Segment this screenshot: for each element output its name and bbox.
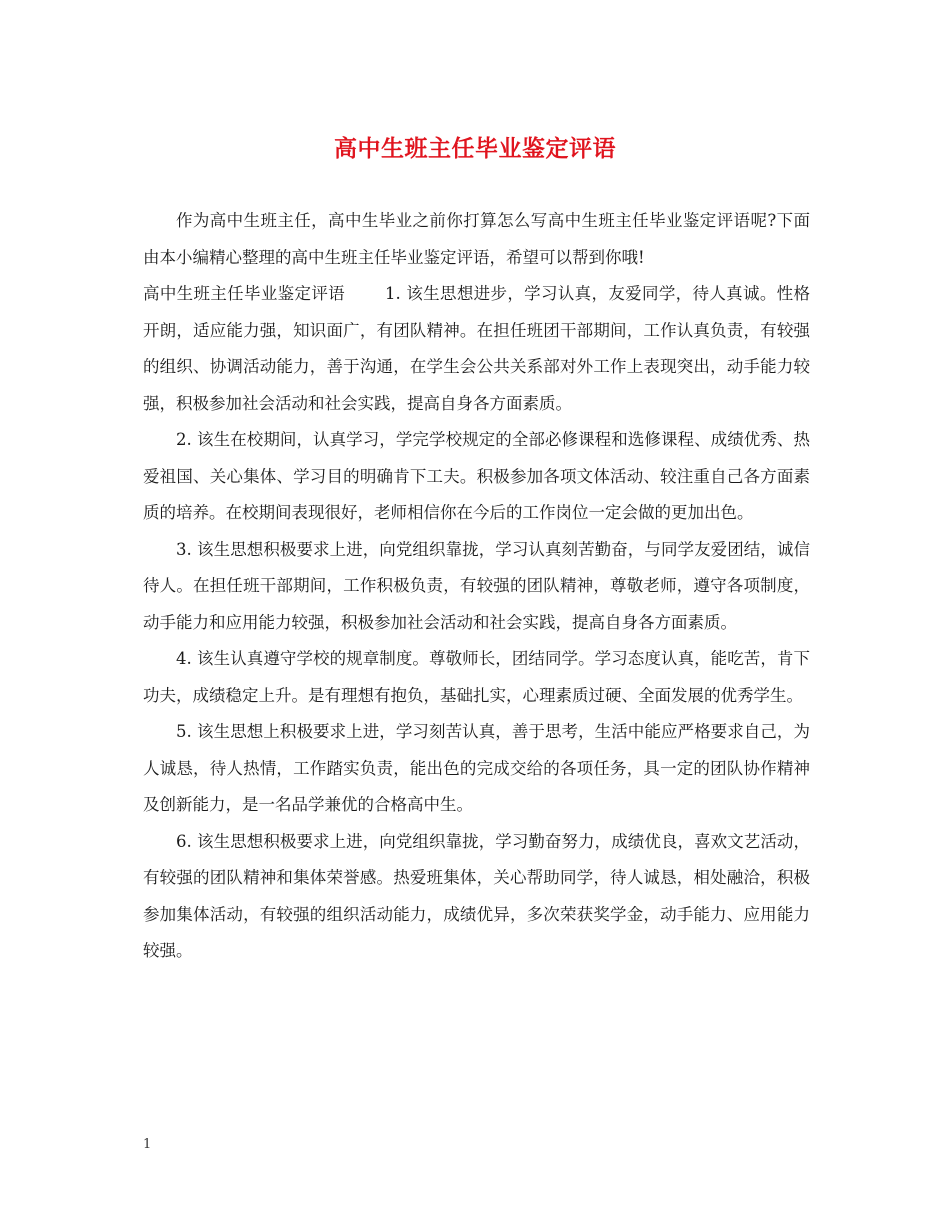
- document-body: [143, 203, 810, 970]
- list-item-3: 3. 该生思想积极要求上进，向党组织靠拢，学习认真刻苦勤奋，与同学友爱团结，诚信待人。在担任班干部期间，工作积极负责，有较强的团队精神，尊敬老师，遵守各项制度，动手能力和应用能力较强，积极参加社会活动和社会实践，提高自身各方面素质。: [143, 539, 810, 632]
- section-heading: 高中生班主任毕业鉴定评语: [143, 284, 345, 303]
- list-item-1: 1. 该生思想进步，学习认真，友爱同学，待人真诚。性格开朗，适应能力强，知识面广，有团队精神。在担任班团干部期间，工作认真负责，有较强的组织、协调活动能力，善于沟通，在学生会公共关系部对外工作上表现突出，动手能力较强，积极参加社会活动和社会实践，提高自身各方面素质。: [143, 284, 810, 413]
- list-item-5: 5. 该生思想上积极要求上进，学习刻苦认真，善于思考，生活中能应严格要求自己，为人诚恳，待人热情，工作踏实负责，能出色的完成交给的各项任务，具一定的团队协作精神及创新能力，是一名品学兼优的合格高中生。: [143, 722, 810, 814]
- list-item-4: 4. 该生认真遵守学校的规章制度。尊敬师长，团结同学。学习态度认真，能吃苦，肯下功夫，成绩稳定上升。是有理想有抱负，基础扎实，心理素质过硬、全面发展的优秀学生。: [143, 649, 810, 705]
- page-number: 1: [143, 1137, 152, 1152]
- intro-paragraph: 作为高中生班主任，高中生毕业之前你打算怎么写高中生班主任毕业鉴定评语呢?下面由本小编精心整理的高中生班主任毕业鉴定评语，希望可以帮到你哦!: [143, 211, 810, 267]
- list-item-2: 2. 该生在校期间，认真学习，学完学校规定的全部必修课程和选修课程、成绩优秀、热爱祖国、关心集体、学习目的明确肯下工夫。积极参加各项文体活动、较注重自己各方面素质的培养。在校期间表现很好，老师相信你在今后的工作岗位一定会做的更加出色。: [143, 430, 810, 522]
- list-item-6: 6. 该生思想积极要求上进，向党组织靠拢，学习勤奋努力，成绩优良，喜欢文艺活动，有较强的团队精神和集体荣誉感。热爱班集体，关心帮助同学，待人诚恳，相处融洽，积极参加集体活动，有较强的组织活动能力，成绩优异，多次荣获奖学金，动手能力、应用能力较强。: [143, 831, 810, 960]
- item-1-paragraph: [143, 276, 810, 422]
- document-title: 高中生班主任毕业鉴定评语: [334, 135, 616, 162]
